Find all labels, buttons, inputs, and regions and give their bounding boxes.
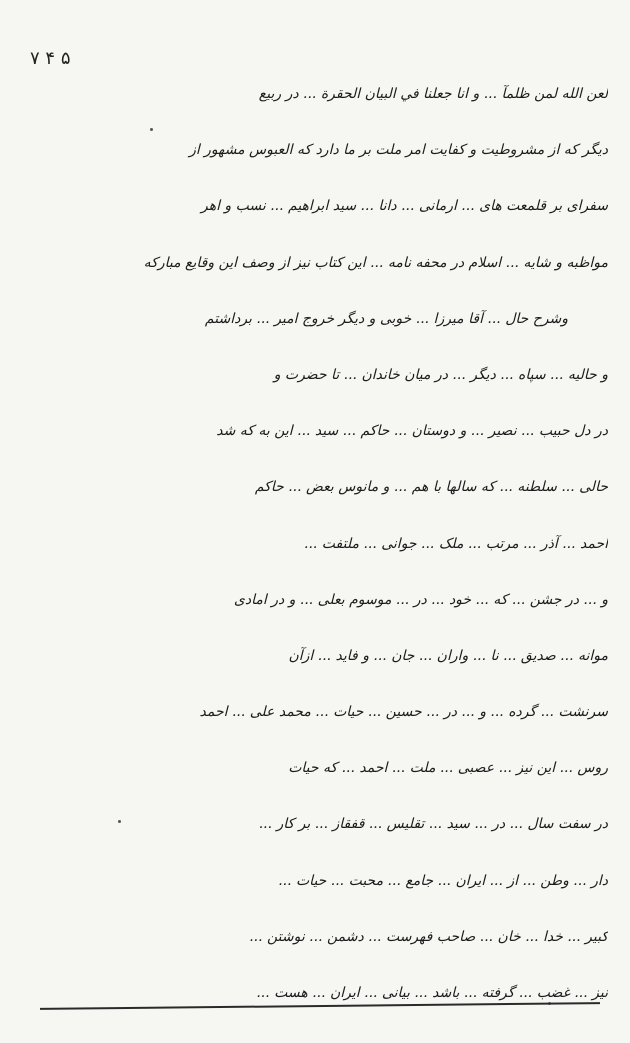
page-number: ۵ ۴ ۷	[30, 48, 71, 69]
text-line-3: سفرای بر قلمعت های ... ارمانی ... دانا ... سید ابراهیم ... نسب و اهر	[200, 198, 608, 215]
text-line-15: دار ... وطن ... از ... ایران ... جامع ... محبت ... حیات ...	[278, 872, 608, 889]
text-line-14: در سفت سال ... در ... سید ... تقلیس ... قفقاز ... بر کار ...	[258, 816, 608, 833]
text-line-11: موانه ... صدیق ... نا ... واران ... جان ... و فاید ... ازآن	[288, 647, 608, 664]
ink-speck	[118, 820, 121, 823]
text-line-6: و حالیه ... سپاه ... دیگر ... در میان خاندان ... تا حضرت و	[273, 366, 608, 383]
text-line-5: وشرح حال ... آقا میرزا ... خوبی و دیگر خروج امیر ... برداشتم	[204, 310, 568, 327]
text-line-8: حالی ... سلطنه ... که سالها با هم ... و مانوس بعض ... حاکم	[254, 479, 608, 496]
text-line-4: مواظبه و شایه ... اسلام در محفه نامه ... این کتاب نیز از وصف این وقایع مبارکه	[143, 254, 608, 271]
text-line-13: روس ... این نیز ... عصبی ... ملت ... احمد ... که حیات	[288, 760, 608, 777]
text-line-17: نیز ... غضب ... گرفته ... باشد ... بیانی ... ایران ... هست ...	[256, 985, 608, 1001]
text-line-10: و ... در جشن ... که ... خود ... در ... موسوم بعلی ... و در امادی	[233, 591, 608, 608]
text-line-2: دیگر که از مشروطیت و کفایت امر ملت بر ما دارد که العبوس مشهور از	[189, 142, 608, 159]
text-line-7: در دل حبیب ... نصیر ... و دوستان ... حاکم ... سید ... این به که شد	[216, 423, 608, 440]
text-line-16: کبیر ... خدا ... خان ... صاحب فهرست ... دشمن ... نوشتن ...	[249, 928, 608, 945]
text-line-9: احمد ... آذر ... مرتب ... ملک ... جوانی ... ملتفت ...	[304, 535, 608, 552]
manuscript-body	[138, 66, 608, 1021]
text-line-1: لعن الله لمن ظلمآ ... و انا جعلنا في البيان الحقرة ... در ربیع	[258, 86, 608, 102]
ink-speck	[150, 128, 153, 131]
text-line-12: سرنشت ... گرده ... و ... در ... حسین ... حیات ... محمد علی ... احمد	[199, 704, 608, 721]
